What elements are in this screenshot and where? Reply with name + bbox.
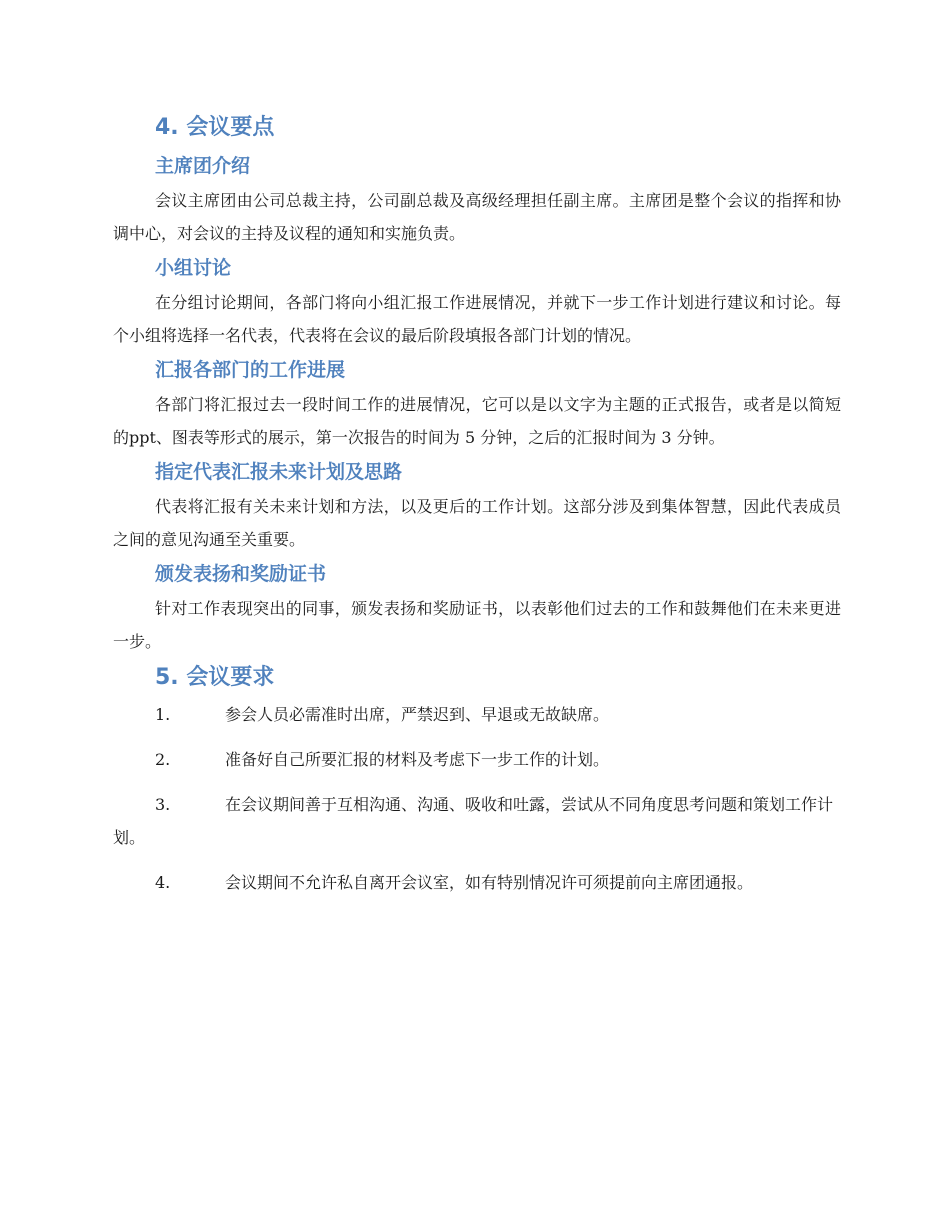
list-item-number: 2. — [155, 750, 171, 769]
list-item-text: 在会议期间善于互相沟通、沟通、吸收和吐露，尝试从不同角度思考问题和策划工作计划。 — [113, 795, 834, 847]
subsection-body-awards: 针对工作表现突出的同事，颁发表扬和奖励证书，以表彰他们过去的工作和鼓舞他们在未来更进一步。 — [113, 599, 841, 651]
list-item — [113, 743, 841, 776]
list-item-text: 准备好自己所要汇报的材料及考虑下一步工作的计划。 — [225, 750, 610, 769]
list-item-number: 3. — [155, 795, 171, 814]
list-item — [113, 788, 841, 854]
list-item-text: 参会人员必需准时出席，严禁迟到、早退或无故缺席。 — [225, 705, 610, 724]
list-item — [113, 698, 841, 731]
subsection-body-progress-report: 各部门将汇报过去一段时间工作的进展情况，它可以是以文字为主题的正式报告，或者是以简短的ppt、图表等形式的展示，第一次报告的时间为 5 分钟，之后的汇报时间为 3 分钟。 — [113, 395, 841, 447]
subsection-body-group-discussion: 在分组讨论期间，各部门将向小组汇报工作进展情况，并就下一步工作计划进行建议和讨论。每个小组将选择一名代表，代表将在会议的最后阶段填报各部门计划的情况。 — [113, 293, 841, 345]
subsection-title-presidium: 主席团介绍 — [155, 155, 251, 177]
list-item — [113, 866, 841, 899]
subsection-body-presidium: 会议主席团由公司总裁主持，公司副总裁及高级经理担任副主席。主席团是整个会议的指挥和协调中心，对会议的主持及议程的通知和实施负责。 — [113, 191, 841, 243]
list-item-text: 会议期间不允许私自离开会议室，如有特别情况许可须提前向主席团通报。 — [225, 873, 754, 892]
subsection-title-awards: 颁发表扬和奖励证书 — [155, 563, 327, 585]
requirements-list — [113, 698, 841, 899]
subsection-title-progress-report: 汇报各部门的工作进展 — [155, 359, 346, 381]
list-item-number: 4. — [155, 873, 171, 892]
subsection-title-future-plans: 指定代表汇报未来计划及思路 — [155, 461, 403, 483]
section-4-title: 4. 会议要点 — [155, 115, 275, 140]
subsection-body-future-plans: 代表将汇报有关未来计划和方法，以及更后的工作计划。这部分涉及到集体智慧，因此代表成员之间的意见沟通至关重要。 — [113, 497, 841, 549]
section-5-title: 5. 会议要求 — [155, 665, 275, 690]
list-item-number: 1. — [155, 705, 171, 724]
subsection-title-group-discussion: 小组讨论 — [155, 257, 232, 279]
document-content — [113, 108, 841, 911]
